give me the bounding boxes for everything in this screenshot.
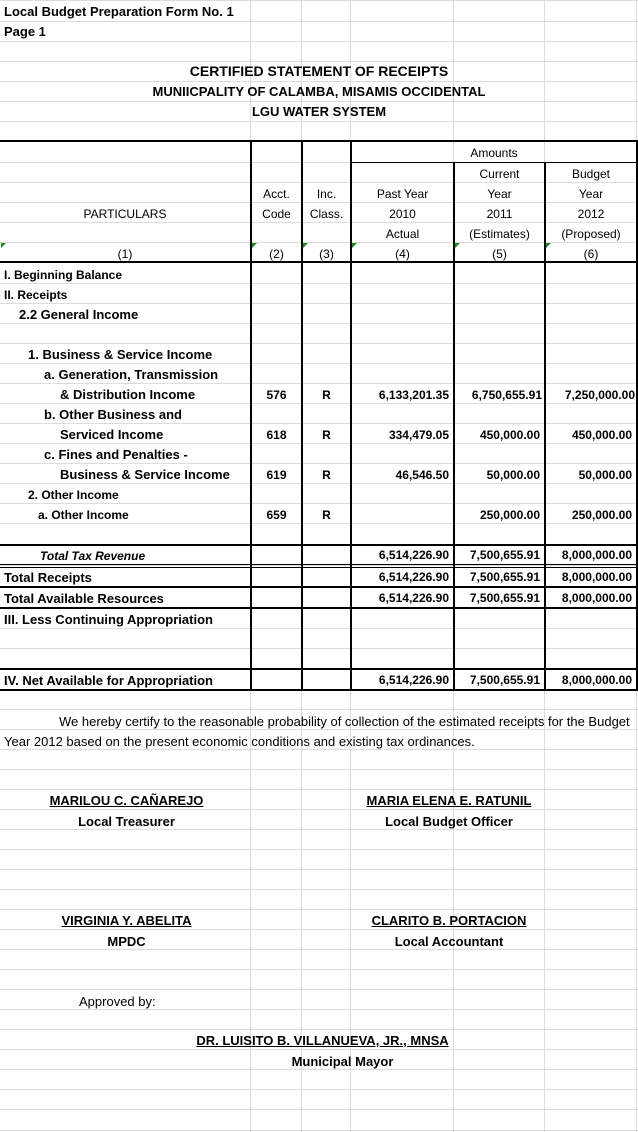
general-income-label: 2.2 General Income: [19, 307, 139, 322]
current-header-1: Current: [479, 167, 520, 181]
gridline-horizontal: [0, 709, 638, 710]
gridline-horizontal: [0, 969, 638, 970]
gridline-horizontal: [0, 41, 638, 42]
serviced-current: 450,000.00: [479, 428, 540, 442]
gridline-horizontal: [0, 749, 638, 750]
gridline-horizontal: [0, 789, 638, 790]
certification-line-2: Year 2012 based on the present economic conditions and existing tax ordinances.: [4, 734, 475, 749]
gridline-horizontal: [0, 1109, 638, 1110]
receipts-label: II. Receipts: [4, 288, 68, 302]
total-available-budget: 8,000,000.00: [561, 591, 632, 605]
budget-header-4: (Proposed): [561, 227, 621, 241]
gridline-horizontal: [0, 1029, 638, 1030]
fines-budget: 50,000.00: [578, 468, 632, 482]
generation-transmission-label: a. Generation, Transmission: [44, 367, 219, 382]
fines-label: c. Fines and Penalties -: [44, 447, 188, 462]
gridline-horizontal: [0, 363, 638, 364]
net-available-label: IV. Net Available for Appropriation: [4, 673, 213, 688]
mayor-title: Municipal Mayor: [291, 1054, 394, 1069]
gridline-horizontal: [0, 1089, 638, 1090]
gridline-horizontal: [0, 443, 638, 444]
statement-heading: CERTIFIED STATEMENT OF RECEIPTS: [189, 63, 449, 79]
col-number-3: (3): [319, 247, 334, 261]
table-top-border: [0, 140, 638, 142]
other-income-class: R: [322, 508, 331, 522]
gridline-horizontal: [0, 1049, 638, 1050]
gridline-horizontal: [0, 1009, 638, 1010]
total-receipts-current: 7,500,655.91: [469, 570, 540, 584]
budget-officer-name: MARIA ELENA E. RATUNIL: [366, 793, 532, 808]
other-income-budget: 250,000.00: [571, 508, 632, 522]
current-header-3: 2011: [486, 207, 513, 221]
total-tax-label: Total Tax Revenue: [40, 549, 146, 563]
total-tax-top-border: [0, 544, 638, 546]
office-name: LGU WATER SYSTEM: [251, 104, 387, 119]
gridline-horizontal: [0, 1069, 638, 1070]
serviced-class: R: [322, 428, 331, 442]
header-bottom-border: [0, 261, 638, 263]
distribution-class: R: [322, 388, 331, 402]
other-income-code: 659: [266, 508, 287, 522]
municipality-name: MUNIICPALITY OF CALAMBA, MISAMIS OCCIDENTAL: [152, 84, 486, 99]
serviced-income-label: Serviced Income: [60, 427, 164, 442]
other-business-label: b. Other Business and: [44, 407, 182, 422]
gridline-horizontal: [0, 202, 638, 203]
past-header-3: Actual: [385, 227, 420, 241]
other-income-label: 2. Other Income: [28, 488, 119, 502]
col-border-2: [250, 140, 252, 691]
gridline-horizontal: [0, 403, 638, 404]
gridline-horizontal: [0, 21, 638, 22]
mayor-name: DR. LUISITO B. VILLANUEVA, JR., MNSA: [196, 1033, 449, 1048]
distribution-label: & Distribution Income: [60, 387, 196, 402]
gridline-horizontal: [0, 503, 638, 504]
inc-header-1: Inc.: [316, 187, 337, 201]
accountant-name: CLARITO B. PORTACION: [371, 913, 527, 928]
budget-officer-title: Local Budget Officer: [385, 814, 513, 829]
col-number-2: (2): [269, 247, 284, 261]
gridline-horizontal: [0, 523, 638, 524]
total-receipts-budget: 8,000,000.00: [561, 570, 632, 584]
gridline-horizontal: [0, 949, 638, 950]
less-continuing-label: III. Less Continuing Appropriation: [4, 612, 213, 627]
past-header-2: 2010: [389, 207, 416, 221]
gridline-horizontal: [0, 989, 638, 990]
treasurer-name: MARILOU C. CAÑAREJO: [49, 793, 204, 808]
total-receipts-past: 6,514,226.90: [378, 570, 449, 584]
beginning-balance-label: I. Beginning Balance: [4, 268, 123, 282]
fines-code: 619: [266, 468, 287, 482]
other-income-current: 250,000.00: [479, 508, 540, 522]
fines-bsi-label: Business & Service Income: [60, 467, 230, 482]
current-header-2: Year: [487, 187, 512, 201]
gridline-horizontal: [0, 383, 638, 384]
net-available-past: 6,514,226.90: [378, 673, 449, 687]
total-available-bottom-border: [0, 607, 638, 609]
approved-by-label: Approved by:: [79, 994, 156, 1009]
business-service-label: 1. Business & Service Income: [28, 347, 213, 362]
serviced-code: 618: [266, 428, 287, 442]
total-available-current: 7,500,655.91: [469, 591, 540, 605]
distribution-current: 6,750,655.91: [471, 388, 542, 402]
form-title: Local Budget Preparation Form No. 1: [4, 4, 234, 19]
total-receipts-bottom-border: [0, 586, 638, 588]
distribution-budget: 7,250,000.00: [564, 388, 635, 402]
budget-header-2: Year: [578, 187, 604, 201]
accountant-title: Local Accountant: [394, 934, 504, 949]
acct-header-1: Acct.: [263, 187, 290, 201]
gridline-horizontal: [0, 909, 638, 910]
amounts-header: Amounts: [470, 146, 518, 160]
gridline-horizontal: [0, 242, 638, 243]
total-tax-current: 7,500,655.91: [469, 548, 540, 562]
gridline-horizontal: [0, 121, 638, 122]
mpdc-title: MPDC: [107, 934, 146, 949]
net-available-current: 7,500,655.91: [469, 673, 540, 687]
amounts-underline: [351, 162, 638, 163]
col-border-3: [301, 140, 303, 691]
a-other-income-label: a. Other Income: [38, 508, 129, 522]
serviced-budget: 450,000.00: [571, 428, 632, 442]
total-receipts-top-border: [0, 567, 638, 568]
certification-line-1: We hereby certify to the reasonable probability of collection of the estimated receipts for the Budget: [59, 714, 630, 729]
treasurer-title: Local Treasurer: [78, 814, 175, 829]
gridline-horizontal: [0, 769, 638, 770]
gridline-horizontal: [0, 323, 638, 324]
col-number-6: (6): [583, 247, 599, 261]
current-header-4: (Estimates): [469, 227, 530, 241]
inc-header-2: Class.: [309, 207, 344, 221]
gridline-horizontal: [0, 849, 638, 850]
gridline-horizontal: [0, 889, 638, 890]
total-receipts-label: Total Receipts: [4, 570, 92, 585]
gridline-horizontal: [0, 729, 638, 730]
col-number-4: (4): [395, 247, 410, 261]
fines-current: 50,000.00: [486, 468, 540, 482]
gridline-horizontal: [0, 343, 638, 344]
gridline-horizontal: [0, 869, 638, 870]
col-number-5: (5): [492, 247, 507, 261]
gridline-horizontal: [0, 483, 638, 484]
budget-header-1: Budget: [571, 167, 611, 181]
col-border-4: [350, 140, 352, 691]
gridline-horizontal: [0, 628, 638, 629]
total-tax-budget: 8,000,000.00: [561, 548, 632, 562]
acct-header-2: Code: [262, 207, 291, 221]
table-bottom-border: [0, 689, 638, 691]
gridline-horizontal: [0, 929, 638, 930]
total-tax-bottom-border: [0, 564, 638, 565]
gridline-horizontal: [0, 283, 638, 284]
gridline-horizontal: [0, 61, 638, 62]
budget-header-3: 2012: [577, 207, 605, 221]
gridline-horizontal: [0, 222, 638, 223]
gridline-horizontal: [0, 648, 638, 649]
distribution-code: 576: [266, 388, 287, 402]
total-tax-past: 6,514,226.90: [378, 548, 449, 562]
total-available-label: Total Available Resources: [4, 591, 164, 606]
gridline-horizontal: [0, 1130, 638, 1131]
mpdc-name: VIRGINIA Y. ABELITA: [61, 913, 192, 928]
gridline-horizontal: [0, 303, 638, 304]
page-number: Page 1: [4, 24, 46, 39]
gridline-horizontal: [0, 182, 638, 183]
gridline-horizontal: [0, 0, 638, 1]
gridline-horizontal: [0, 463, 638, 464]
gridline-horizontal: [0, 81, 638, 82]
fines-class: R: [322, 468, 331, 482]
net-available-budget: 8,000,000.00: [561, 673, 632, 687]
past-header-1: Past Year: [376, 187, 429, 201]
gridline-horizontal: [0, 829, 638, 830]
col-number-1: (1): [117, 247, 133, 261]
gridline-horizontal: [0, 423, 638, 424]
net-top-border: [0, 668, 638, 670]
distribution-past: 6,133,201.35: [378, 388, 449, 402]
fines-past: 46,546.50: [395, 468, 449, 482]
gridline-horizontal: [0, 565, 638, 566]
total-available-past: 6,514,226.90: [378, 591, 449, 605]
serviced-past: 334,479.05: [388, 428, 449, 442]
gridline-horizontal: [0, 101, 638, 102]
gridline-horizontal: [0, 809, 638, 810]
particulars-header: PARTICULARS: [83, 207, 167, 221]
